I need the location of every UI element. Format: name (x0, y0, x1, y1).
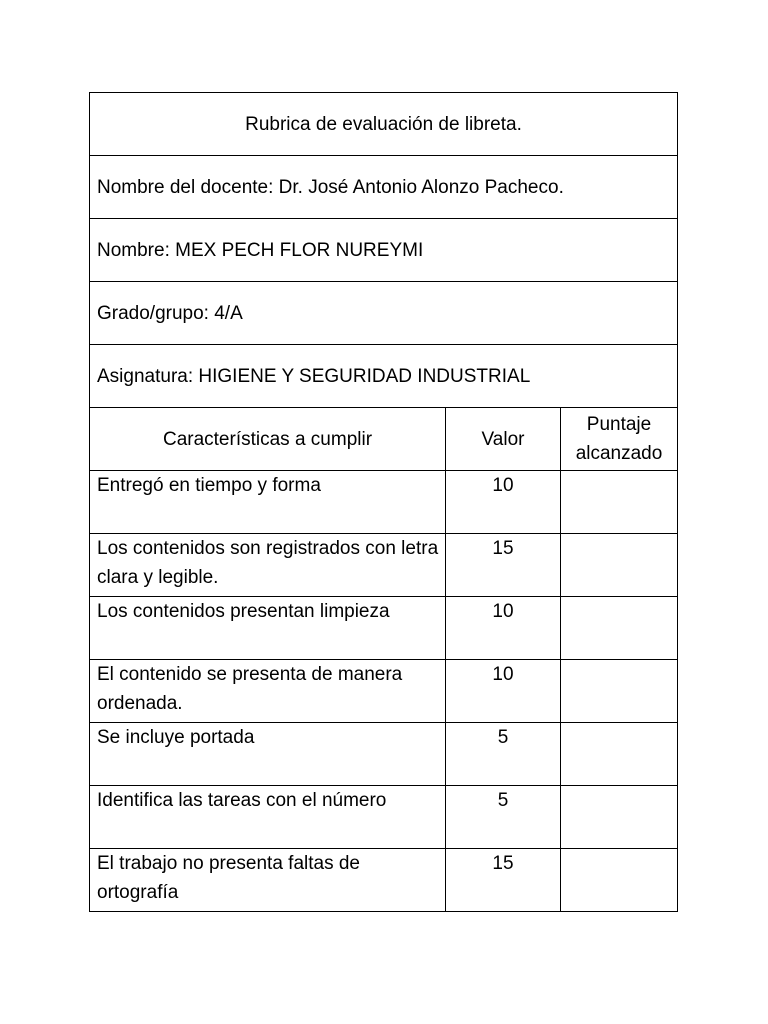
score-cell (561, 723, 678, 786)
table-row (90, 660, 678, 723)
student-row (90, 219, 678, 282)
score-cell (561, 597, 678, 660)
subject-row (90, 345, 678, 408)
value-cell: 15 (446, 534, 561, 597)
table-row (90, 849, 678, 912)
teacher-row (90, 156, 678, 219)
table-row (90, 534, 678, 597)
title-row (90, 93, 678, 156)
criteria-cell: El trabajo no presenta faltas de ortografía (90, 849, 446, 912)
criteria-cell: Entregó en tiempo y forma (90, 471, 446, 534)
subject-name: Asignatura: HIGIENE Y SEGURIDAD INDUSTRIAL (90, 345, 678, 408)
criteria-cell: Los contenidos presentan limpieza (90, 597, 446, 660)
table-row (90, 723, 678, 786)
criteria-cell: Los contenidos son registrados con letra clara y legible. (90, 534, 446, 597)
table-row (90, 471, 678, 534)
value-cell: 5 (446, 786, 561, 849)
score-cell (561, 471, 678, 534)
criteria-cell: Se incluye portada (90, 723, 446, 786)
score-cell (561, 786, 678, 849)
value-cell: 10 (446, 660, 561, 723)
rubric-table (89, 92, 678, 912)
table-row (90, 597, 678, 660)
score-cell (561, 534, 678, 597)
value-cell: 5 (446, 723, 561, 786)
score-cell (561, 660, 678, 723)
column-header-row (90, 408, 678, 471)
value-header: Valor (446, 408, 561, 471)
criteria-cell: Identifica las tareas con el número (90, 786, 446, 849)
grade-group: Grado/grupo: 4/A (90, 282, 678, 345)
student-name: Nombre: MEX PECH FLOR NUREYMI (90, 219, 678, 282)
value-cell: 10 (446, 471, 561, 534)
table-row (90, 786, 678, 849)
value-cell: 15 (446, 849, 561, 912)
score-cell (561, 849, 678, 912)
criteria-cell: El contenido se presenta de manera ordenada. (90, 660, 446, 723)
score-header: Puntaje alcanzado (561, 408, 678, 471)
criteria-header: Características a cumplir (90, 408, 446, 471)
document-title: Rubrica de evaluación de libreta. (90, 93, 678, 156)
grade-row (90, 282, 678, 345)
teacher-name: Nombre del docente: Dr. José Antonio Alonzo Pacheco. (90, 156, 678, 219)
value-cell: 10 (446, 597, 561, 660)
